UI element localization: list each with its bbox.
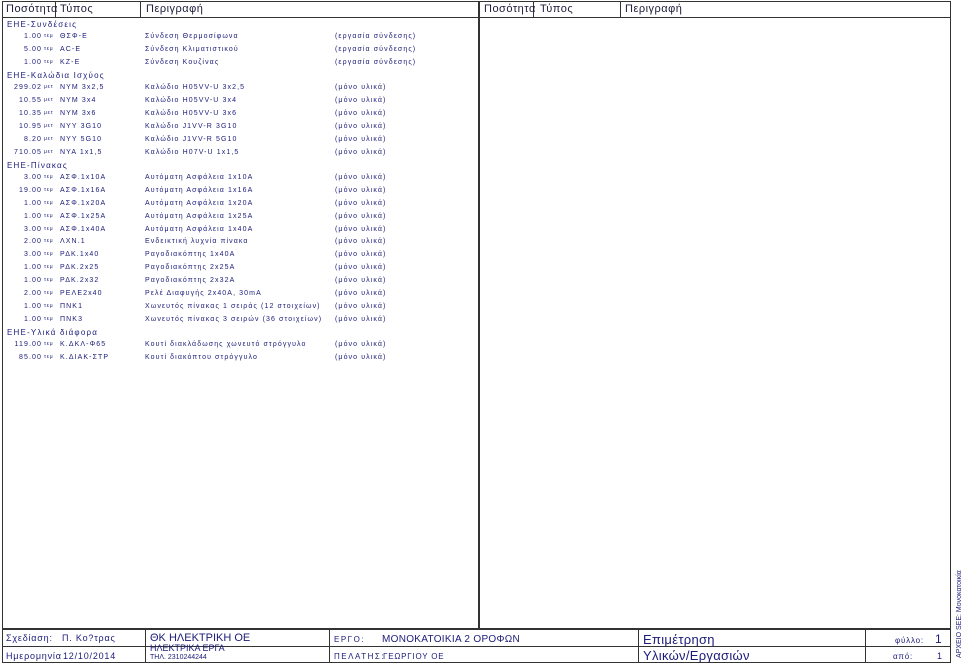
row-description: Σύνδεση Θερμοσίφωνα	[145, 32, 239, 40]
document-title-line2: Υλικών/Εργασιών	[643, 648, 750, 663]
row-note: (μόνο υλικά)	[335, 238, 387, 246]
row-unit: τεμ	[44, 199, 54, 206]
section-title: ΕΗΕ-Καλώδια Ισχύος	[7, 71, 105, 81]
sheet-total: 1	[937, 651, 943, 661]
row-note: (μόνο υλικά)	[335, 148, 387, 156]
row-description: Αυτόματη Ασφάλεια 1x16A	[145, 187, 254, 195]
row-quantity: 10.55	[18, 97, 42, 105]
row-note: (μόνο υλικά)	[335, 251, 387, 259]
row-note: (μόνο υλικά)	[335, 289, 387, 297]
row-unit: μετ	[44, 135, 54, 142]
row-type: NYA 1x1,5	[60, 148, 103, 156]
row-note: (μόνο υλικά)	[335, 341, 387, 349]
row-quantity: 1.00	[23, 315, 42, 323]
row-unit: τεμ	[44, 174, 54, 181]
row-quantity: 1.00	[23, 302, 42, 310]
row-quantity: 2.00	[23, 289, 42, 297]
row-type: ΘΣΦ-Ε	[60, 32, 88, 40]
row-unit: μετ	[44, 148, 54, 155]
row-unit: μετ	[44, 84, 54, 91]
row-description: Χωνευτός πίνακας 3 σειρών (36 στοιχείων)	[145, 315, 323, 323]
left-header-type: Τύπος	[60, 3, 94, 15]
client-label: ΠΕΛΑΤΗΣ:	[334, 652, 386, 661]
title-block-divider-4	[865, 629, 866, 663]
company-subtitle: ΗΛΕΚΤΡΙΚΑ ΕΡΓΑ	[150, 643, 225, 653]
row-quantity: 1.00	[23, 212, 42, 220]
row-type: NYY 3G10	[60, 122, 103, 130]
row-type: NYM 3x4	[60, 97, 97, 105]
table-row	[2, 149, 479, 161]
row-description: Καλώδιο J1VV-R 5G10	[145, 135, 238, 143]
row-type: ΑΣΦ.1x20A	[60, 199, 107, 207]
table-row	[2, 251, 479, 263]
table-row	[2, 123, 479, 135]
row-description: Αυτόματη Ασφάλεια 1x40A	[145, 225, 254, 233]
row-quantity: 119.00	[14, 341, 42, 349]
section-title: ΕΗΕ-Πίνακας	[7, 161, 68, 171]
row-unit: τεμ	[44, 225, 54, 232]
table-row	[2, 59, 479, 71]
table-row	[2, 213, 479, 225]
row-type: Κ.ΔΚΛ-Φ65	[60, 341, 107, 349]
row-unit: τεμ	[44, 187, 54, 194]
table-row	[2, 238, 479, 250]
row-note: (μόνο υλικά)	[335, 199, 387, 207]
row-type: ΑΣΦ.1x25A	[60, 212, 107, 220]
table-row	[2, 33, 479, 45]
table-row	[2, 226, 479, 238]
table-row	[2, 84, 479, 96]
row-description: Ρελέ Διαφυγής 2x40A, 30mA	[145, 289, 262, 297]
row-quantity: 1.00	[23, 264, 42, 272]
row-unit: τεμ	[44, 58, 54, 65]
right-header-desc: Περιγραφή	[625, 3, 683, 15]
row-description: Καλώδιο H07V-U 1x1,5	[145, 148, 240, 156]
row-description: Σύνδεση Κουζίνας	[145, 58, 220, 66]
row-description: Καλώδιο H05VV-U 3x6	[145, 109, 238, 117]
row-description: Αυτόματη Ασφάλεια 1x20A	[145, 199, 254, 207]
right-col-divider-2	[620, 1, 621, 17]
row-note: (μόνο υλικά)	[335, 264, 387, 272]
row-quantity: 3.00	[23, 225, 42, 233]
row-note: (μόνο υλικά)	[335, 109, 387, 117]
row-type: Κ.ΔΙΑΚ-ΣΤΡ	[60, 354, 110, 362]
row-unit: τεμ	[44, 264, 54, 271]
row-description: Αυτόματη Ασφάλεια 1x25A	[145, 212, 254, 220]
row-type: ΚΖ-Ε	[60, 58, 81, 66]
row-quantity: 3.00	[23, 174, 42, 182]
row-unit: τεμ	[44, 212, 54, 219]
row-note: (μόνο υλικά)	[335, 97, 387, 105]
row-quantity: 1.00	[23, 58, 42, 66]
date-value: 12/10/2014	[63, 651, 117, 661]
row-note: (μόνο υλικά)	[335, 187, 387, 195]
row-description: Καλώδιο H05VV-U 3x2,5	[145, 84, 246, 92]
row-type: NYY 5G10	[60, 135, 103, 143]
row-type: ΠΝΚ3	[60, 315, 84, 323]
table-row	[2, 277, 479, 289]
right-table-frame	[479, 1, 951, 629]
row-description: Αυτόματη Ασφάλεια 1x10A	[145, 174, 254, 182]
table-row	[2, 174, 479, 186]
row-description: Ραγοδιακόπτης 1x40A	[145, 251, 236, 259]
row-unit: τεμ	[44, 238, 54, 245]
row-quantity: 10.95	[18, 122, 42, 130]
designer-name: Π. Κο?τρας	[62, 633, 116, 643]
row-type: ΡΔΚ.2x32	[60, 277, 100, 284]
row-unit: μετ	[44, 109, 54, 116]
file-reference-label: ΑΡΧΕΙΟ SEE: Μονοκατοικία	[956, 570, 963, 658]
table-row	[2, 354, 479, 366]
row-description: Ραγοδιακόπτης 2x32A	[145, 277, 236, 284]
project-value: ΜΟΝΟΚΑΤΟΙΚΙΑ 2 ΟΡΟΦΩΝ	[382, 634, 521, 645]
row-description: Ραγοδιακόπτης 2x25A	[145, 264, 236, 272]
row-quantity: 1.00	[23, 199, 42, 207]
row-description: Χωνευτός πίνακας 1 σειράς (12 στοιχείων)	[145, 302, 321, 310]
row-note: (μόνο υλικά)	[335, 135, 387, 143]
materials-list	[2, 18, 479, 618]
row-unit: τεμ	[44, 32, 54, 39]
design-label: Σχεδίαση:	[6, 633, 53, 643]
row-description: Σύνδεση Κλιματιστικού	[145, 45, 239, 53]
row-type: ΛΧΝ.1	[60, 238, 86, 246]
table-row	[2, 136, 479, 148]
title-block-divider-2	[329, 629, 330, 663]
row-note: (μόνο υλικά)	[335, 122, 387, 130]
row-note: (εργασία σύνδεσης)	[335, 58, 417, 66]
table-row	[2, 97, 479, 109]
table-row	[2, 290, 479, 302]
row-quantity: 10.35	[18, 109, 42, 117]
row-description: Κουτί διακόπτου στρόγγυλο	[145, 354, 259, 362]
company-name: ΘΚ ΗΛΕΚΤΡΙΚΗ ΟΕ	[150, 632, 251, 644]
row-note: (μόνο υλικά)	[335, 354, 387, 362]
left-col-divider-2	[140, 1, 141, 17]
table-row	[2, 46, 479, 58]
row-unit: τεμ	[44, 251, 54, 258]
row-quantity: 5.00	[23, 45, 42, 53]
row-type: ΡΔΚ.1x40	[60, 251, 100, 259]
row-type: ΠΝΚ1	[60, 302, 84, 310]
row-quantity: 1.00	[23, 32, 42, 40]
row-note: (μόνο υλικά)	[335, 315, 387, 323]
sheet-number: 1	[935, 632, 943, 646]
row-type: ΑΣΦ.1x10A	[60, 174, 107, 182]
row-type: ΡΔΚ.2x25	[60, 264, 100, 272]
section-title: ΕΗΕ-Υλικά διάφορα	[7, 328, 99, 338]
table-row	[2, 187, 479, 199]
row-unit: τεμ	[44, 289, 54, 296]
row-unit: τεμ	[44, 341, 54, 348]
date-label: Ημερομηνία	[6, 651, 62, 661]
table-row	[2, 200, 479, 212]
right-header-qty: Ποσότητα	[484, 3, 536, 15]
row-quantity: 1.00	[23, 277, 42, 284]
row-quantity: 299.02	[13, 84, 42, 92]
company-phone: ΤΗΛ. 2310244244	[150, 654, 207, 661]
row-note: (μόνο υλικά)	[335, 225, 387, 233]
row-quantity: 8.20	[23, 135, 42, 143]
row-type: ΡΕΛΕ2x40	[60, 289, 103, 297]
row-unit: τεμ	[44, 302, 54, 309]
row-type: AC-E	[60, 45, 82, 53]
row-quantity: 710.05	[13, 148, 42, 156]
row-quantity: 19.00	[18, 187, 42, 195]
row-description: Κουτί διακλάδωσης χωνευτό στρόγγυλο	[145, 341, 307, 349]
row-description: Καλώδιο J1VV-R 3G10	[145, 122, 238, 130]
client-value: ΓΕΩΡΓΙΟΥ ΟΕ	[383, 652, 445, 661]
row-description: Καλώδιο H05VV-U 3x4	[145, 97, 238, 105]
row-unit: τεμ	[44, 315, 54, 322]
row-note: (μόνο υλικά)	[335, 277, 387, 284]
section-title: ΕΗΕ-Συνδέσεις	[7, 20, 78, 29]
title-block-divider-1	[145, 629, 146, 663]
row-note: (μόνο υλικά)	[335, 174, 387, 182]
row-unit: τεμ	[44, 277, 54, 283]
row-quantity: 85.00	[18, 354, 42, 362]
row-type: ΑΣΦ.1x40A	[60, 225, 107, 233]
document-title-line1: Επιμέτρηση	[643, 632, 715, 647]
row-unit: μετ	[44, 122, 54, 129]
sheet-total-label: από:	[893, 652, 914, 661]
table-row	[2, 316, 479, 328]
row-unit: τεμ	[44, 354, 54, 361]
left-header-desc: Περιγραφή	[146, 3, 204, 15]
sheet-label: φύλλο:	[895, 636, 924, 645]
left-header-qty: Ποσότητα	[6, 3, 58, 15]
row-note: (εργασία σύνδεσης)	[335, 45, 417, 53]
row-unit: μετ	[44, 97, 54, 104]
table-row	[2, 341, 479, 353]
row-type: NYM 3x6	[60, 109, 97, 117]
row-quantity: 3.00	[23, 251, 42, 259]
row-quantity: 2.00	[23, 238, 42, 246]
table-row	[2, 303, 479, 315]
project-label: ΕΡΓΟ:	[334, 635, 366, 644]
row-type: NYM 3x2,5	[60, 84, 105, 92]
title-block-divider-3	[638, 629, 639, 663]
row-note: (μόνο υλικά)	[335, 302, 387, 310]
row-note: (μόνο υλικά)	[335, 84, 387, 92]
row-unit: τεμ	[44, 45, 54, 52]
row-description: Ενδεικτική λυχνία πίνακα	[145, 238, 249, 246]
table-row	[2, 110, 479, 122]
row-note: (εργασία σύνδεσης)	[335, 32, 417, 40]
right-header-type: Τύπος	[540, 3, 574, 15]
table-row	[2, 264, 479, 276]
row-note: (μόνο υλικά)	[335, 212, 387, 220]
row-type: ΑΣΦ.1x16A	[60, 187, 107, 195]
